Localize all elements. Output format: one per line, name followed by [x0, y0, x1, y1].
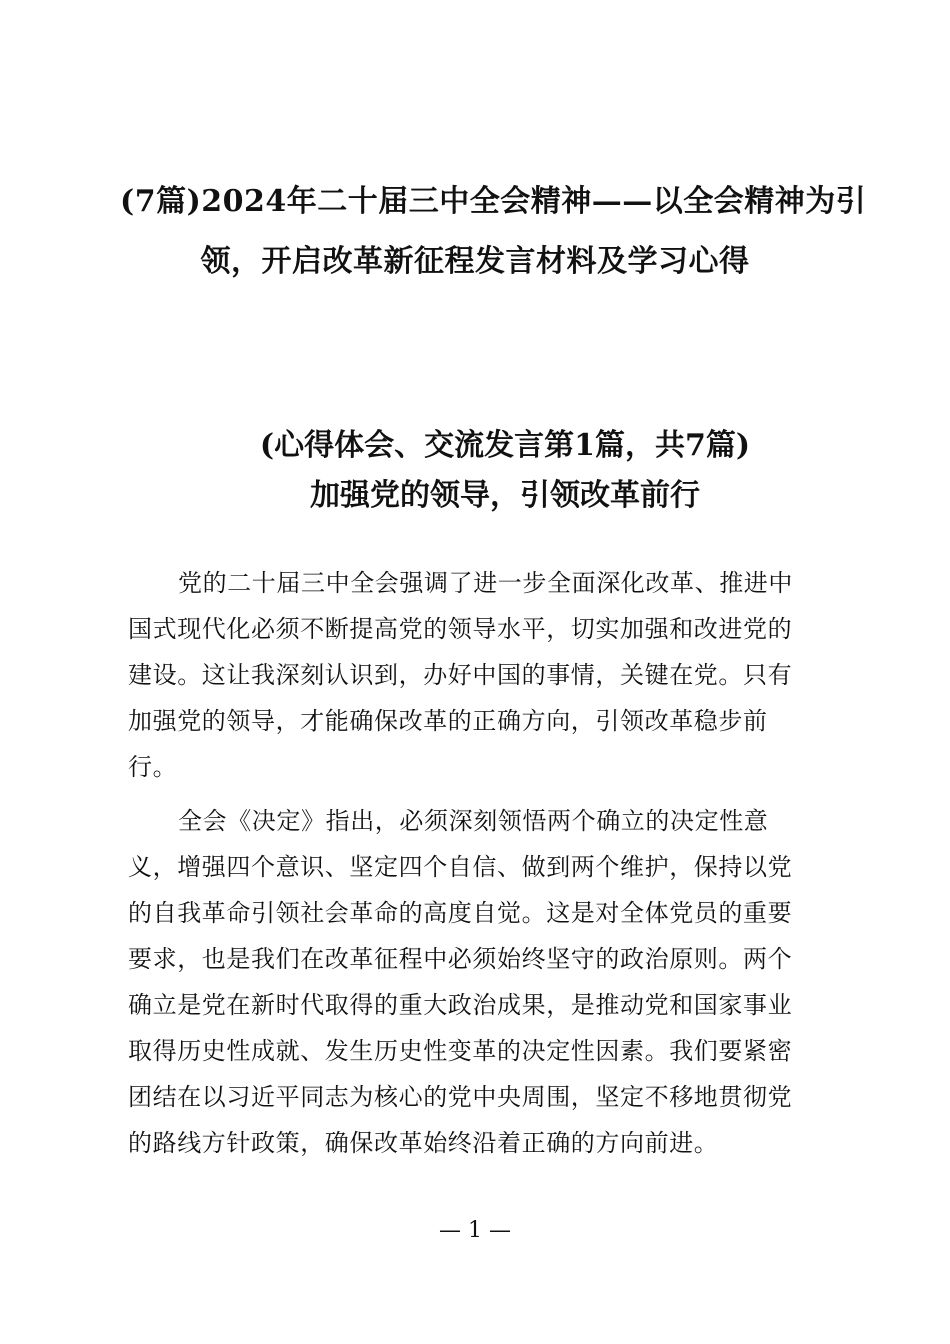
paragraph-line: 全会《决定》指出，必须深刻领悟两个确立的决定性意 — [178, 807, 769, 835]
paragraph-line: 要求，也是我们在改革征程中必须始终坚守的政治原则。两个 — [128, 945, 793, 973]
section-subtitle: (心得体会、交流发言第1篇，共7篇) — [259, 428, 751, 463]
body-text — [128, 560, 822, 1174]
paragraph-line: 国式现代化必须不断提高党的领导水平，切实加强和改进党的 — [128, 615, 793, 643]
paragraph-line: 确立是党在新时代取得的重大政治成果，是推动党和国家事业 — [128, 991, 793, 1019]
paragraph-2 — [128, 798, 822, 1166]
paragraph-line: 义，增强四个意识、坚定四个自信、做到两个维护，保持以党 — [128, 853, 793, 881]
paragraph-line: 取得历史性成就、发生历史性变革的决定性因素。我们要紧密 — [128, 1037, 793, 1065]
page-number: — 1 — — [439, 1218, 511, 1243]
paragraph-line: 团结在以习近平同志为核心的党中央周围，坚定不移地贯彻党 — [128, 1083, 793, 1111]
document-title — [120, 172, 867, 292]
document-title-line-2: 领，开启改革新征程发言材料及学习心得 — [200, 244, 750, 279]
paragraph-line: 行。 — [128, 753, 178, 781]
section-heading — [130, 421, 880, 521]
paragraph-1 — [128, 560, 822, 790]
paragraph-line: 建设。这让我深刻认识到，办好中国的事情，关键在党。只有 — [128, 661, 793, 689]
paragraph-line: 党的二十届三中全会强调了进一步全面深化改革、推进中 — [178, 569, 793, 597]
section-title: 加强党的领导，引领改革前行 — [310, 478, 700, 513]
document-title-line-1: (7篇)2024年二十届三中全会精神——以全会精神为引 — [120, 184, 867, 219]
paragraph-line: 的自我革命引领社会革命的高度自觉。这是对全体党员的重要 — [128, 899, 793, 927]
paragraph-line: 加强党的领导，才能确保改革的正确方向，引领改革稳步前 — [128, 707, 768, 735]
paragraph-line: 的路线方针政策，确保改革始终沿着正确的方向前进。 — [128, 1129, 719, 1157]
